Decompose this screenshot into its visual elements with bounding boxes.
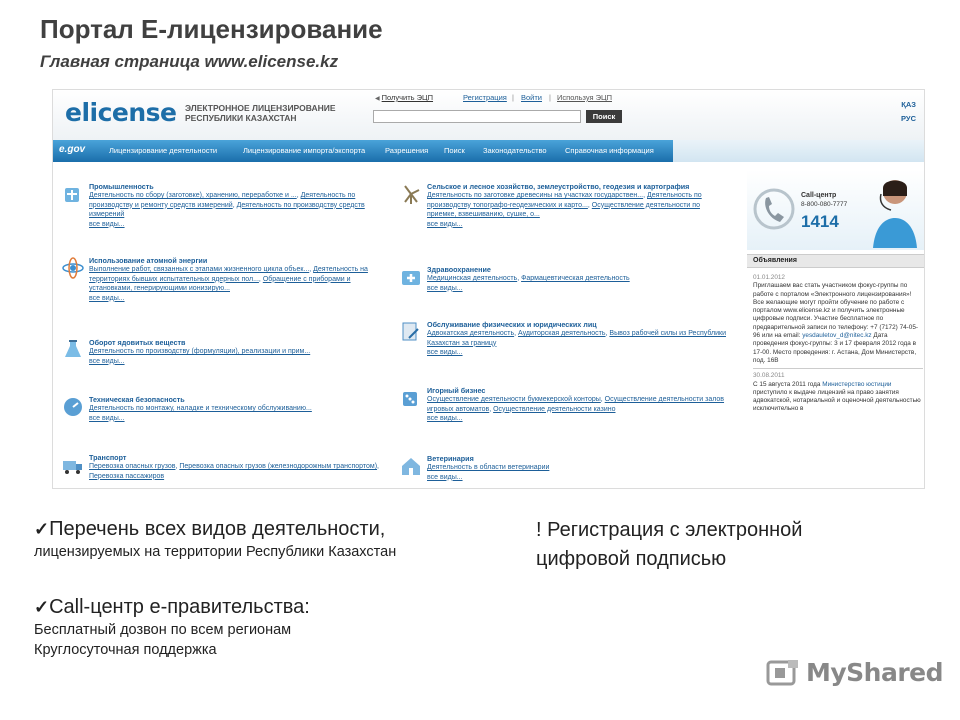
callcenter-banner[interactable] — [747, 170, 925, 250]
portal-header — [53, 90, 925, 140]
nav-search[interactable]: Поиск — [444, 146, 465, 155]
category-links — [89, 347, 389, 366]
house-icon — [399, 454, 423, 478]
callcenter-short-number: 1414 — [801, 212, 839, 231]
announcement-text-2b: приступило к выдаче лицензий на право занятия адвокатской, нотариальной и оценочной деятельностью исключительно в — [753, 388, 921, 413]
bullet-sub: Круглосуточная поддержка — [34, 642, 217, 658]
dice-icon — [399, 386, 423, 410]
callcenter-title: Call-центр — [801, 192, 837, 199]
main-nav — [53, 140, 673, 162]
category-link[interactable]: Осуществление деятельности по приемке, взвешиванию, сушке, о... — [427, 201, 700, 218]
bullet-main — [34, 594, 514, 620]
announcement-text-1: Приглашаем вас стать участником фокус-группы по работе с порталом «Электронного лицензирования»! Все желающие могут пройти обучение по работе с порталом www.elicense.kz и получить электронные цифровые подписи. Участие бесплатное по предварительной записи по телефону: +7 (7172) 74-05-96 или на email: — [753, 282, 919, 340]
operator-avatar — [867, 172, 921, 248]
category-title[interactable]: Здравоохранение — [427, 265, 491, 274]
watermark — [766, 654, 944, 694]
license-catalog — [53, 170, 743, 489]
category-links: Выполнение работ, связанных с этапами жизненного цикла объек..., Деятельность на территориях бывших испытательных ядерных пол..., Обращение с приборами и установками, генерирующими ионизирую... все виды... — [89, 265, 389, 303]
more-link[interactable]: все виды... — [89, 220, 125, 228]
category-link[interactable]: Деятельность по сбору (заготовке), хранению, переработке и ... — [89, 192, 297, 199]
atom-icon — [61, 256, 85, 280]
logo-e: e — [65, 98, 82, 127]
category-link[interactable]: Обращение с приборами и установками, генерирующими ионизирую... — [89, 275, 351, 292]
logo-caption-line1: ЭЛЕКТРОННОЕ ЛИЦЕНЗИРОВАНИЕ — [185, 103, 336, 113]
more-link[interactable]: все виды... — [427, 349, 463, 356]
announcement-text-1b: Дата проведения фокус-группы: 3 и 17 февраля 2012 года в 17-00. Место проведения: г. Астана, Дом Министерств, под. 16В — [753, 332, 917, 364]
category-title[interactable]: Игорный бизнес — [427, 386, 486, 395]
nav-import-export[interactable]: Лицензирование импорта/экспорта — [243, 146, 366, 155]
check-icon: ✓ — [34, 519, 50, 539]
get-ecp-link[interactable] — [375, 93, 433, 102]
category-link[interactable]: Выполнение работ, связанных с этапами жизненного цикла объек... — [89, 266, 310, 273]
windmill-icon — [399, 182, 423, 206]
announcement-date: 30.08.2011 — [753, 372, 785, 380]
check-icon: ✓ — [34, 597, 50, 617]
category-link[interactable]: Деятельность по производству и ремонту средств измерений — [89, 192, 356, 209]
category-link[interactable]: Перевозка опасных грузов — [89, 463, 176, 470]
category-title[interactable]: Сельское и лесное хозяйство, землеустройство, геодезия и картография — [427, 182, 690, 191]
bullet-callcenter — [34, 594, 514, 660]
more-link[interactable]: все виды... — [89, 294, 125, 302]
category-link[interactable]: Аудиторская деятельность — [518, 330, 606, 337]
category-title[interactable]: Оборот ядовитых веществ — [89, 338, 186, 347]
category-links: Деятельность по заготовке древесины на участках государствен..., Деятельность по производству топографо-геодезических и карто..., Осуществление деятельности по приемке, взвешиванию, сушке, о... все виды... — [427, 191, 727, 229]
lang-kz-link[interactable]: ҚАЗ — [901, 100, 916, 109]
nav-reference[interactable]: Справочная информация — [565, 146, 654, 155]
category-link[interactable]: Перевозка опасных грузов (железнодорожным транспортом) — [179, 463, 378, 470]
announcement-email-link[interactable]: yesdauletov_d@nitec.kz — [802, 332, 872, 340]
search-input[interactable] — [373, 110, 581, 123]
myshared-logo-icon — [766, 658, 800, 688]
sidebar — [747, 170, 925, 489]
announcements-body — [753, 274, 923, 414]
flask-icon — [61, 338, 85, 362]
get-ecp-label: Получить ЭЦП — [381, 93, 434, 102]
portal-screenshot — [52, 89, 925, 489]
category-link[interactable]: Осуществление деятельности казино — [493, 405, 616, 413]
more-link[interactable]: все виды... — [89, 357, 125, 365]
category-links: Адвокатская деятельность, Аудиторская деятельность, Вывоз рабочей силы из Республики Казахстан за границу все виды... — [427, 330, 726, 356]
category-links — [89, 404, 389, 423]
category-links: Осуществление деятельности букмекерской конторы, Осуществление деятельности залов игровых автоматов, Осуществление деятельности казино все виды... — [427, 395, 727, 424]
gauge-icon — [61, 395, 85, 419]
category-link[interactable]: Осуществление деятельности букмекерской конторы — [427, 396, 601, 403]
bullet-sub: Бесплатный дозвон по всем регионам — [34, 622, 292, 638]
logo-caption-line2: РЕСПУБЛИКИ КАЗАХСТАН — [185, 113, 297, 123]
logo-license: license — [81, 98, 177, 127]
category-link[interactable]: Деятельность в области ветеринарии — [427, 464, 550, 471]
register-link[interactable]: Регистрация — [463, 93, 507, 102]
watermark-text: MyShared — [806, 658, 944, 687]
category-link[interactable]: Адвокатская деятельность — [427, 330, 515, 337]
announcement-text — [753, 381, 923, 414]
category-links: Деятельность по сбору (заготовке), хранению, переработке и ..., Деятельность по производству и ремонту средств измерений, Деятельность по производству средств измерений все виды... — [89, 191, 389, 229]
more-link[interactable]: все виды... — [427, 415, 463, 422]
login-ecp-link[interactable]: Используя ЭЦП — [557, 93, 612, 102]
announcement-text-2a: С 15 августа 2011 года — [753, 380, 821, 388]
more-link[interactable]: все виды... — [427, 220, 463, 228]
nav-legislation[interactable]: Законодательство — [483, 146, 547, 155]
category-link[interactable]: Деятельность по производству топографо-геодезических и карто... — [427, 192, 702, 209]
category-links: Перевозка опасных грузов, Перевозка опасных грузов (железнодорожным транспортом), Перевозка пассажиров — [89, 463, 379, 480]
separator: | — [549, 93, 551, 102]
search-button[interactable]: Поиск — [586, 110, 622, 123]
bullet-main-text: Call-центр е-правительства: — [49, 596, 310, 618]
chevron-icon: ◀ — [375, 96, 380, 102]
nav-permits[interactable]: Разрешения — [385, 146, 429, 155]
first-aid-icon — [399, 265, 423, 289]
logo-caption — [185, 103, 336, 123]
document-pen-icon — [399, 320, 423, 344]
bullet-main-text: Перечень всех видов деятельности, — [49, 518, 386, 540]
category-link[interactable]: Перевозка пассажиров — [89, 472, 165, 480]
category-link[interactable]: Вывоз рабочей силы из Республики Казахстан за границу — [427, 330, 726, 347]
separator: | — [512, 93, 514, 102]
category-link[interactable]: Осуществление деятельности залов игровых автоматов — [427, 396, 725, 413]
slide-subtitle: Главная страница www.elicense.kz — [40, 52, 339, 71]
login-link[interactable]: Войти — [521, 93, 542, 102]
category-title[interactable]: Использование атомной энергии — [89, 256, 208, 265]
bullet-sub: лицензируемых на территории Республики Казахстан — [34, 544, 397, 560]
nav-strip — [673, 140, 925, 162]
phone-icon — [753, 184, 795, 234]
bullet-main — [34, 516, 514, 542]
category-title[interactable]: Ветеринария — [427, 454, 474, 463]
lang-ru-link[interactable]: РУС — [901, 114, 916, 123]
egov-logo[interactable]: e.gov — [59, 144, 86, 155]
truck-icon — [61, 453, 85, 477]
category-title[interactable]: Техническая безопасность — [89, 395, 185, 404]
industry-icon — [61, 182, 85, 206]
bullet-registration: ! Регистрация с электронной цифровой подписью — [536, 519, 803, 570]
category-link[interactable]: Деятельность на территориях бывших испытательных ядерных пол... — [89, 266, 368, 283]
category-link[interactable]: Деятельность по производству средств измерений — [89, 201, 365, 218]
category-link[interactable]: Деятельность по производству (формуляции), реализации и прим... — [89, 348, 311, 355]
announcement-date: 01.01.2012 — [753, 274, 785, 281]
category-title[interactable]: Обслуживание физических и юридических лиц — [427, 320, 597, 329]
divider — [753, 368, 923, 369]
category-links — [427, 463, 727, 482]
announcement-ministry-link[interactable]: Министерство юстиции — [822, 380, 892, 388]
more-link[interactable]: все виды... — [427, 473, 463, 481]
elicense-logo[interactable] — [65, 98, 177, 127]
more-link[interactable]: все виды... — [427, 284, 463, 292]
announcement-text — [753, 282, 923, 365]
category-link[interactable]: Медицинская деятельность — [427, 275, 518, 282]
category-links: Медицинская деятельность, Фармацевтическая деятельность все виды... — [427, 274, 727, 293]
nav-licensing[interactable]: Лицензирование деятельности — [109, 146, 218, 155]
bullet-activities — [34, 516, 514, 562]
category-link[interactable]: Деятельность по монтажу, наладке и техническому обслуживанию... — [89, 405, 312, 412]
category-link[interactable]: Фармацевтическая деятельность — [521, 275, 630, 282]
callcenter-number: 8-800-080-7777 — [801, 201, 848, 208]
category-title[interactable]: Промышленность — [89, 182, 154, 191]
slide-title: Портал Е-лицензирование — [40, 14, 383, 44]
more-link[interactable]: все виды... — [89, 414, 125, 422]
category-title[interactable]: Транспорт — [89, 453, 127, 462]
category-link[interactable]: Деятельность по заготовке древесины на участках государствен... — [427, 192, 644, 199]
announcements-header: Объявления — [747, 254, 925, 268]
